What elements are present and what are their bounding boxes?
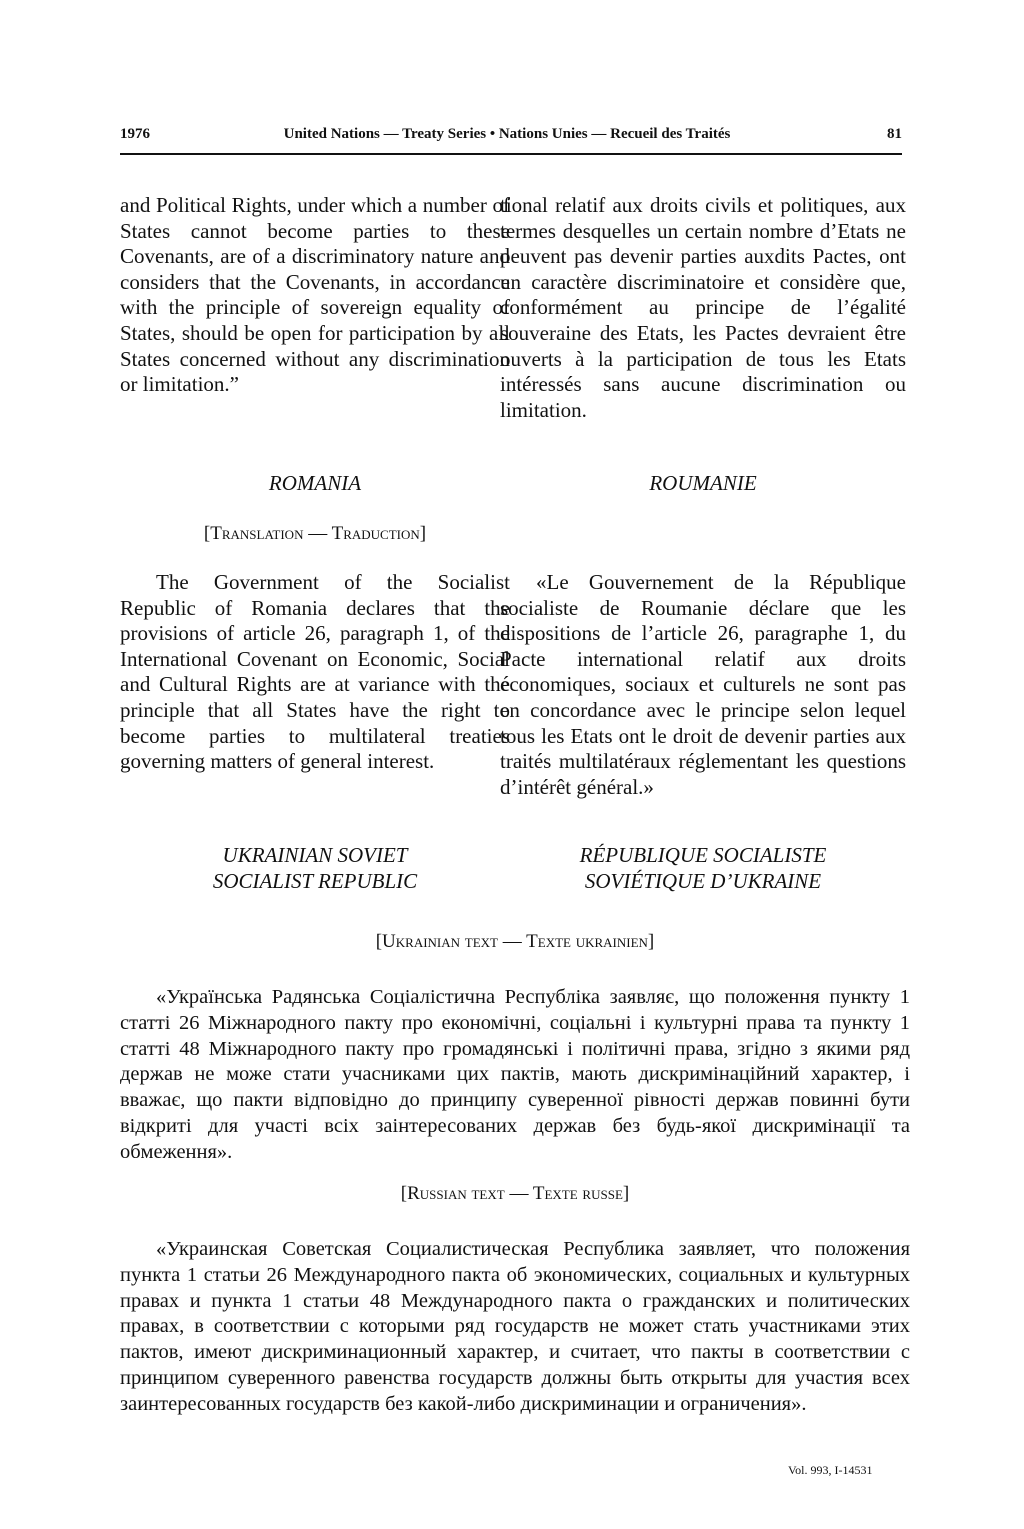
section1-french: tional relatif aux droits civils et politiques, aux termes desquelles un certain nombre d’Etats ne peuvent pas devenir parties auxdits Pactes, ont un caractère discriminatoire et considère que, conformément au principe de l’égalité souveraine des Etats, les Pactes devraient être ouverts à la participation de tous les Etats intéressés sans aucune discrimination ou limitation. — [500, 193, 906, 422]
running-header — [120, 122, 902, 150]
ukrainian-text-note: [Ukrainian text — Texte ukrainien] — [375, 931, 655, 952]
romania-french: «Le Gouvernement de la République socialiste de Roumanie déclare que les dispositions de l’article 26, paragraphe 1, du Pacte international relatif aux droits économiques, sociaux et culturels ne sont pas en concordance avec le principe selon lequel tous les Etats ont le droit de devenir parties aux traités multilatéraux réglementant les questions d’intérêt général.» — [500, 570, 906, 799]
header-year: 1976 — [120, 126, 150, 142]
ukrainian-declaration: «Українська Радянська Соціалістична Республіка заявляє, що положення пункту 1 статті 26 Міжнародного пакту про економічні, соціальні і культурні права та пункту 1 статті 48 Міжнародного пакту про громадянські і політичні права, згідно з якими ряд держав не може стати учасниками цих пактів, мають дискримінаційний характер, і вважає, що пакти відповідно до принципу суверенної рівності держав повинні бути відкриті для участі всіх заінтересованих держав без будь-якої дискримінації та обмеження». — [120, 986, 910, 1163]
section1-english: and Political Rights, under which a number of States cannot become parties to these Covenants, are of a discriminatory nature and considers that the Covenants, in accordance with the principle of sovereign equality of States, should be open for participation by all States concerned without any discrimination or limitation.” — [120, 193, 510, 397]
translation-note: [Translation — Traduction] — [203, 523, 427, 544]
page-number: 81 — [887, 126, 902, 142]
heading-ukraine-fr-line1: RÉPUBLIQUE SOCIALISTE — [579, 843, 827, 867]
heading-ukraine-fr — [500, 842, 906, 894]
heading-ukraine-en — [120, 842, 510, 894]
heading-ukraine-en-line2: SOCIALIST REPUBLIC — [212, 869, 418, 893]
russian-declaration: «Украинская Советская Социалистическая Республика заявляет, что положения пункта 1 статьи 26 Международного пакта об экономических, социальных и культурных правах и пункта 1 статьи 48 Международного пакта о гражданских и политических правах, в соответствии с которыми ряд государств не может стать участниками этих пактов, имеют дискриминационный характер, и считает, что пакты в соответствии с принципом суверенного равенства государств должны быть открыты для участия всех заинтересованных государств без какой-либо дискриминации и ограничения». — [120, 1238, 910, 1415]
romania-english: The Government of the Socialist Republic of Romania declares that the provisions of article 26, paragraph 1, of the International Covenant on Economic, Social and Cultural Rights are at variance with the principle that all States have the right to become parties to multilateral treaties governing matters of general interest. — [120, 570, 510, 774]
heading-ukraine-fr-line2: SOVIÉTIQUE D’UKRAINE — [584, 869, 822, 893]
heading-romania-fr: ROUMANIE — [649, 471, 757, 495]
header-title: United Nations — Treaty Series • Nations Unies — Recueil des Traités — [283, 126, 731, 142]
volume-reference: Vol. 993, I-14531 — [788, 1463, 873, 1477]
russian-text-note: [Russian text — Texte russe] — [400, 1183, 630, 1204]
heading-ukraine-en-line1: UKRAINIAN SOVIET — [222, 843, 408, 867]
heading-romania-en: ROMANIA — [268, 471, 362, 495]
header-rule — [120, 153, 902, 155]
